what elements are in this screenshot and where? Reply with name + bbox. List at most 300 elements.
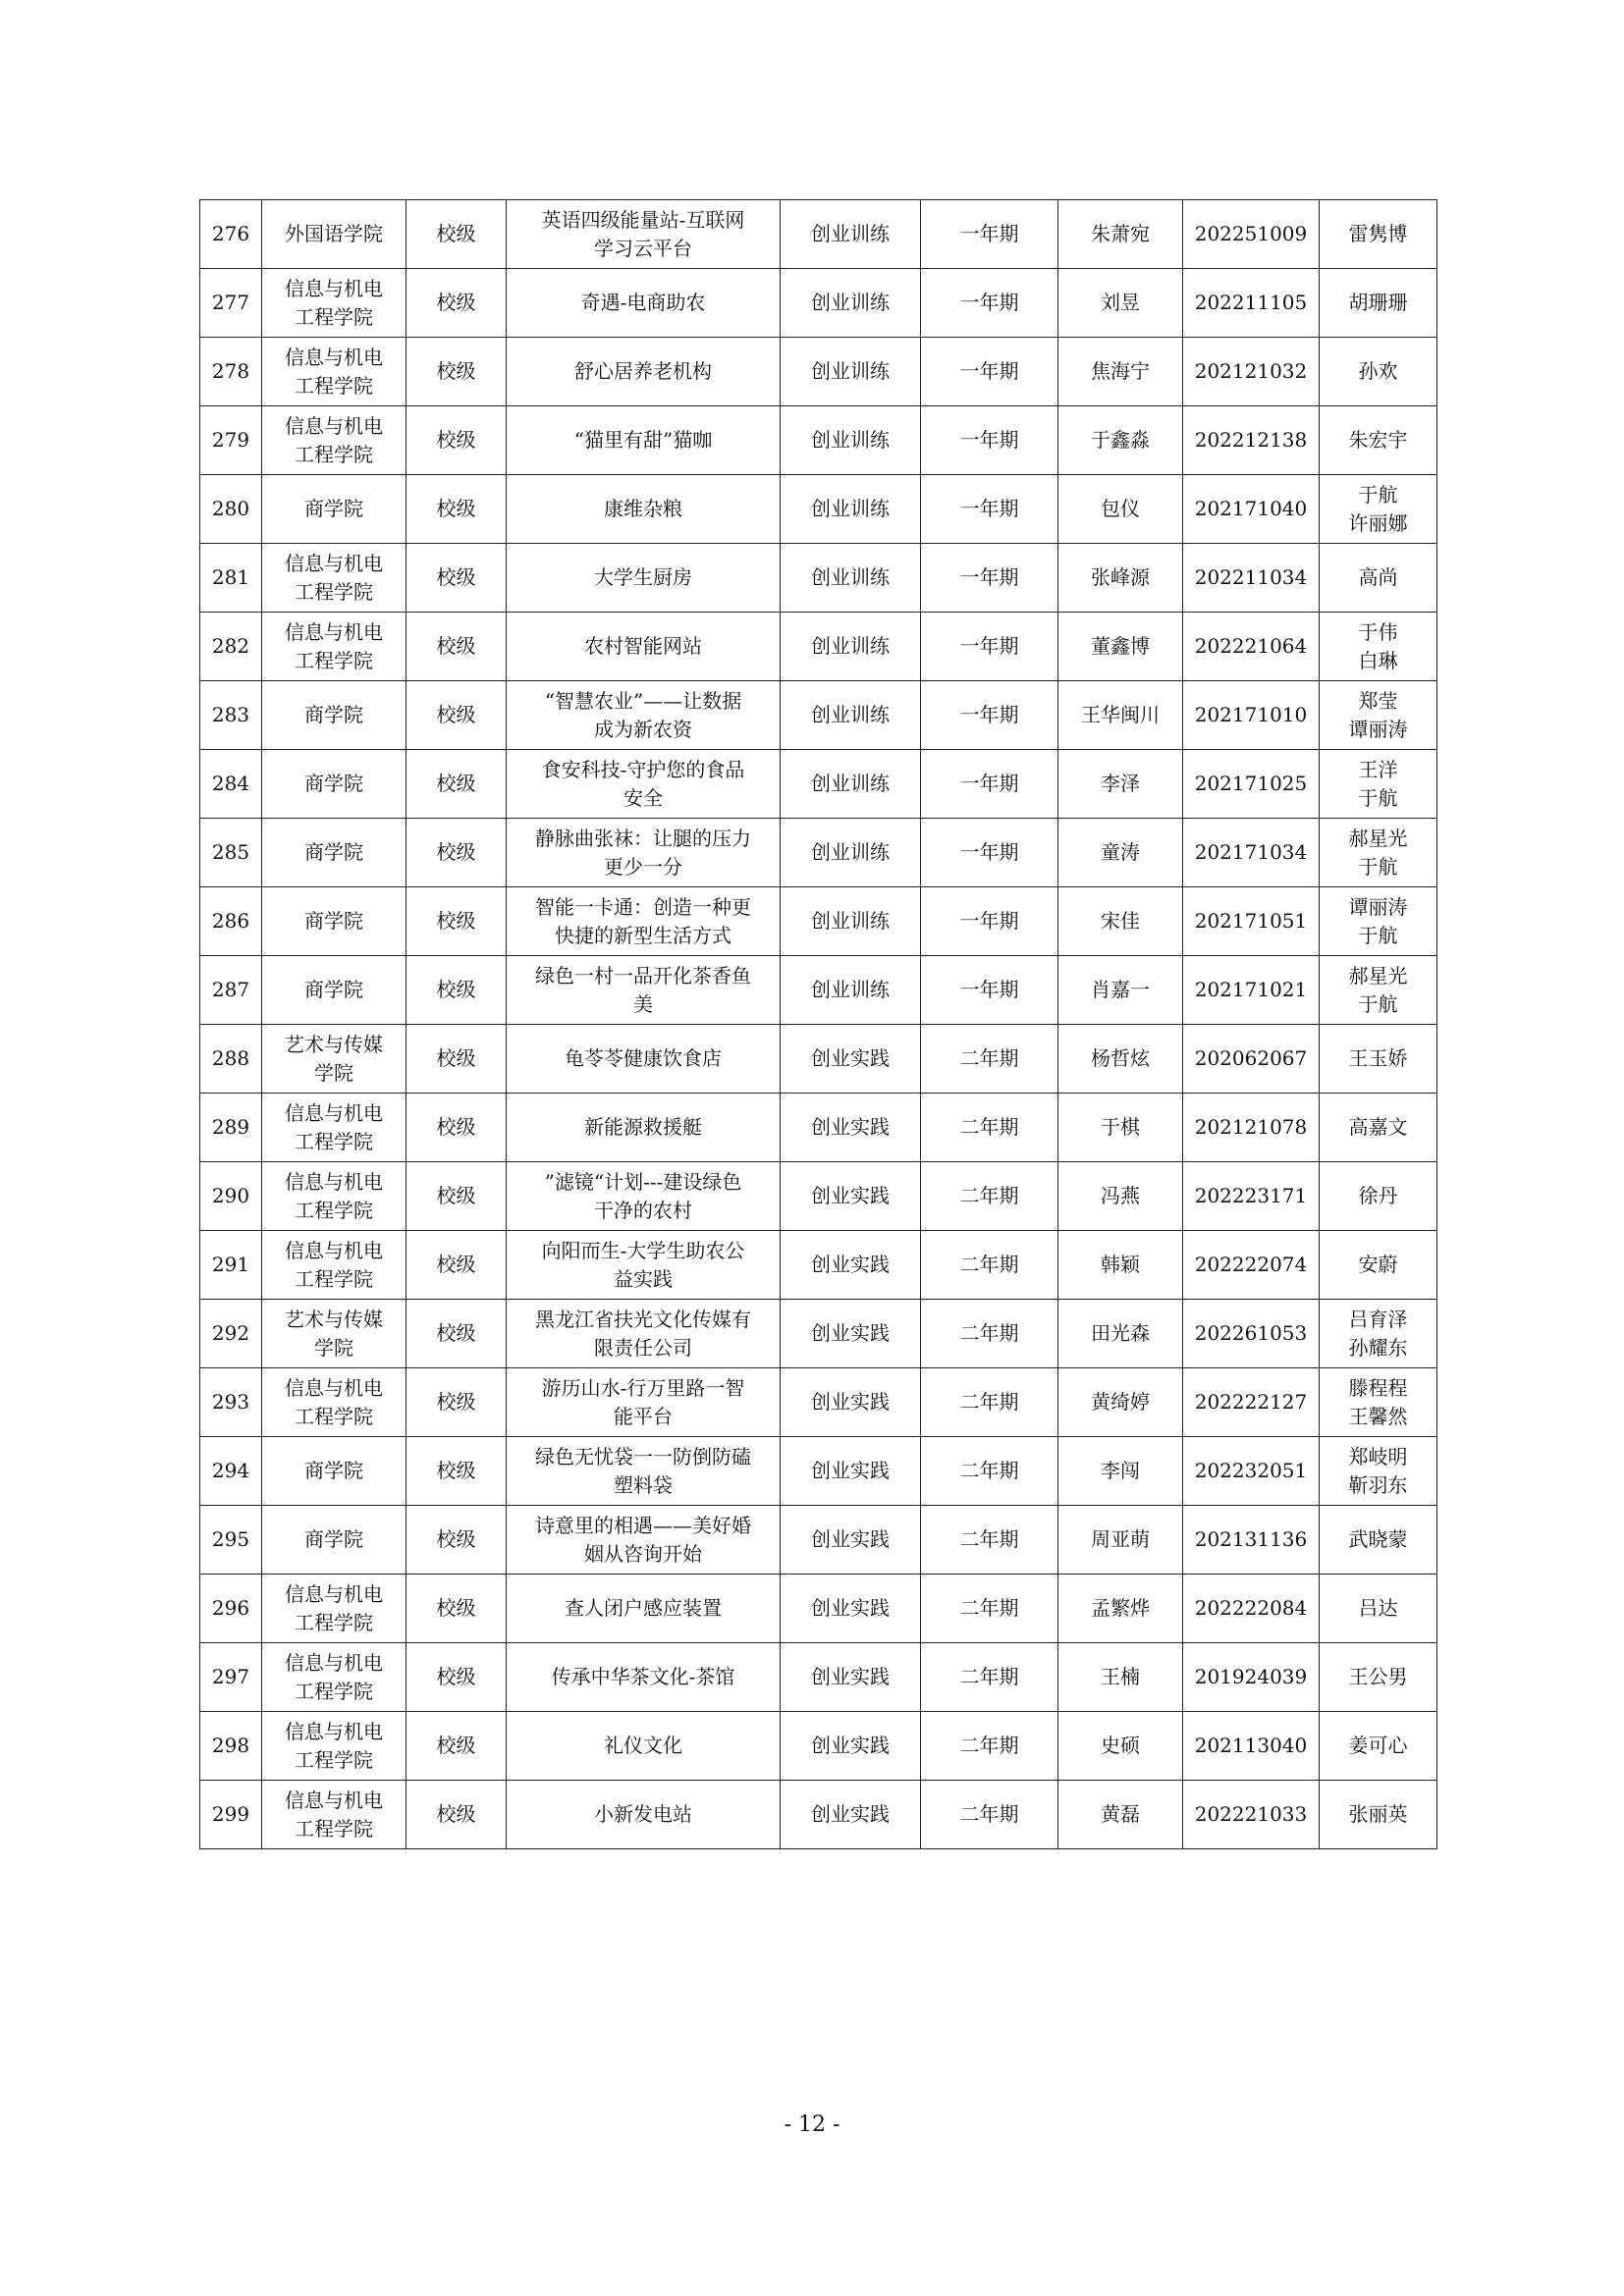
- cell-advisors-line: 于航: [1358, 923, 1398, 947]
- cell-number: 297: [200, 1643, 262, 1712]
- cell-college-line: 学院: [314, 1060, 353, 1085]
- cell-college-line: 工程学院: [295, 648, 373, 672]
- cell-advisors: [1320, 1643, 1437, 1712]
- cell-level: 校级: [406, 1162, 507, 1231]
- cell-advisors: [1320, 544, 1437, 613]
- cell-project-type: 创业训练: [781, 819, 921, 887]
- cell-project-name: [507, 613, 781, 681]
- cell-level: 校级: [406, 1025, 507, 1094]
- cell-project-type: 创业训练: [781, 406, 921, 475]
- cell-student-id: 202171010: [1183, 681, 1320, 750]
- cell-college-line: 工程学院: [295, 1679, 373, 1703]
- cell-period: 一年期: [921, 200, 1058, 269]
- cell-project-type: 创业实践: [781, 1368, 921, 1437]
- cell-advisors-line: 雷隽博: [1348, 222, 1408, 245]
- cell-project-name-line: 大学生厨房: [594, 565, 692, 589]
- cell-project-type: 创业训练: [781, 681, 921, 750]
- cell-leader: 黄绮婷: [1058, 1368, 1183, 1437]
- cell-project-name: [507, 956, 781, 1025]
- cell-college: [262, 1231, 406, 1300]
- cell-advisors-line: 靳羽东: [1348, 1472, 1408, 1497]
- cell-project-name: [507, 819, 781, 887]
- cell-advisors: [1320, 1300, 1437, 1368]
- cell-advisors-line: 武晓蒙: [1348, 1527, 1408, 1551]
- table-row: [200, 200, 1437, 269]
- cell-period: 二年期: [921, 1575, 1058, 1643]
- table-row: [200, 1643, 1437, 1712]
- cell-college-line: 工程学院: [295, 1198, 373, 1222]
- cell-student-id: 202171034: [1183, 819, 1320, 887]
- cell-advisors-line: 高尚: [1358, 565, 1398, 589]
- cell-project-type: 创业实践: [781, 1025, 921, 1094]
- cell-college: [262, 269, 406, 338]
- cell-project-name: [507, 269, 781, 338]
- cell-number: 299: [200, 1781, 262, 1849]
- cell-leader: 刘昱: [1058, 269, 1183, 338]
- cell-college: [262, 613, 406, 681]
- cell-college-line: 工程学院: [295, 1610, 373, 1634]
- table-row: [200, 887, 1437, 956]
- cell-period: 二年期: [921, 1368, 1058, 1437]
- cell-level: 校级: [406, 1094, 507, 1162]
- cell-period: 二年期: [921, 1437, 1058, 1506]
- cell-project-name: [507, 1368, 781, 1437]
- cell-project-name: [507, 1575, 781, 1643]
- cell-project-name: [507, 544, 781, 613]
- cell-college-line: 信息与机电: [285, 551, 383, 575]
- cell-college: [262, 200, 406, 269]
- cell-number: 276: [200, 200, 262, 269]
- cell-project-name-line: 舒心居养老机构: [574, 359, 712, 383]
- cell-project-name-line: 益实践: [614, 1266, 673, 1291]
- cell-number: 291: [200, 1231, 262, 1300]
- cell-project-name-line: 干净的农村: [594, 1198, 692, 1222]
- cell-advisors: [1320, 1437, 1437, 1506]
- table-row: [200, 269, 1437, 338]
- cell-student-id: 202221033: [1183, 1781, 1320, 1849]
- cell-college-line: 工程学院: [295, 1129, 373, 1153]
- cell-period: 二年期: [921, 1781, 1058, 1849]
- table-row: [200, 1575, 1437, 1643]
- cell-project-name-line: 绿色无忧袋一一防倒防磕: [535, 1444, 751, 1468]
- cell-student-id: 202171025: [1183, 750, 1320, 819]
- cell-project-name-line: 能平台: [614, 1404, 673, 1428]
- cell-project-name-line: 更少一分: [604, 854, 682, 879]
- table-row: [200, 750, 1437, 819]
- table-row: [200, 475, 1437, 544]
- cell-leader: 于棋: [1058, 1094, 1183, 1162]
- table-row: [200, 819, 1437, 887]
- cell-advisors-line: 王玉娇: [1348, 1046, 1408, 1070]
- cell-college: [262, 1437, 406, 1506]
- cell-student-id: 202131136: [1183, 1506, 1320, 1575]
- cell-project-name: [507, 406, 781, 475]
- cell-level: 校级: [406, 1575, 507, 1643]
- cell-leader: 史硕: [1058, 1712, 1183, 1781]
- cell-project-name-line: 小新发电站: [594, 1802, 692, 1826]
- cell-project-name-line: 奇遇-电商助农: [580, 291, 706, 314]
- cell-project-name-line: 成为新农资: [594, 717, 692, 741]
- cell-number: 284: [200, 750, 262, 819]
- cell-advisors-line: 许丽娜: [1348, 510, 1408, 535]
- cell-leader: 于鑫淼: [1058, 406, 1183, 475]
- cell-number: 285: [200, 819, 262, 887]
- cell-period: 一年期: [921, 819, 1058, 887]
- cell-college: [262, 1506, 406, 1575]
- cell-project-name: [507, 887, 781, 956]
- cell-leader: 宋佳: [1058, 887, 1183, 956]
- cell-college-line: 商学院: [304, 1459, 363, 1482]
- cell-student-id: 202222127: [1183, 1368, 1320, 1437]
- cell-project-type: 创业实践: [781, 1506, 921, 1575]
- cell-level: 校级: [406, 338, 507, 406]
- cell-college-line: 商学院: [304, 978, 363, 1001]
- cell-period: 一年期: [921, 544, 1058, 613]
- cell-college-line: 信息与机电: [285, 1238, 383, 1262]
- cell-advisors: [1320, 1162, 1437, 1231]
- cell-project-name-line: 智能一卡通：创造一种更: [535, 894, 751, 919]
- cell-period: 二年期: [921, 1506, 1058, 1575]
- cell-student-id: 202062067: [1183, 1025, 1320, 1094]
- cell-project-name-line: 查人闭户感应装置: [565, 1596, 722, 1620]
- cell-college-line: 工程学院: [295, 373, 373, 398]
- cell-student-id: 202171021: [1183, 956, 1320, 1025]
- cell-period: 二年期: [921, 1094, 1058, 1162]
- cell-advisors-line: 王洋: [1358, 757, 1398, 781]
- cell-project-name: [507, 475, 781, 544]
- projects-table: [199, 199, 1437, 1849]
- cell-advisors-line: 姜可心: [1348, 1734, 1408, 1757]
- cell-advisors: [1320, 1231, 1437, 1300]
- cell-advisors-line: 吕育泽: [1348, 1307, 1408, 1331]
- cell-student-id: 202121078: [1183, 1094, 1320, 1162]
- cell-project-type: 创业实践: [781, 1094, 921, 1162]
- cell-advisors-line: 郝星光: [1348, 963, 1408, 988]
- cell-period: 二年期: [921, 1643, 1058, 1712]
- cell-college: [262, 887, 406, 956]
- cell-college-line: 商学院: [304, 497, 363, 520]
- cell-advisors: [1320, 1506, 1437, 1575]
- cell-advisors: [1320, 887, 1437, 956]
- cell-level: 校级: [406, 1506, 507, 1575]
- cell-college-line: 商学院: [304, 909, 363, 933]
- cell-advisors-line: 孙耀东: [1348, 1335, 1408, 1360]
- cell-advisors-line: 胡珊珊: [1348, 291, 1408, 314]
- cell-college-line: 商学院: [304, 1527, 363, 1551]
- cell-level: 校级: [406, 887, 507, 956]
- cell-project-name-line: 美: [633, 991, 653, 1016]
- cell-advisors-line: 徐丹: [1358, 1184, 1398, 1207]
- cell-college: [262, 338, 406, 406]
- cell-advisors-line: 白琳: [1358, 648, 1398, 672]
- table-row: [200, 1506, 1437, 1575]
- cell-student-id: 202121032: [1183, 338, 1320, 406]
- cell-college-line: 商学院: [304, 772, 363, 795]
- cell-advisors: [1320, 269, 1437, 338]
- cell-advisors-line: 谭丽涛: [1348, 894, 1408, 919]
- cell-leader: 孟繁烨: [1058, 1575, 1183, 1643]
- cell-project-name-line: 龟苓苓健康饮食店: [565, 1046, 722, 1070]
- cell-college: [262, 1300, 406, 1368]
- cell-period: 一年期: [921, 475, 1058, 544]
- cell-advisors: [1320, 1712, 1437, 1781]
- cell-project-name: [507, 1781, 781, 1849]
- cell-level: 校级: [406, 1781, 507, 1849]
- cell-project-name-line: 新能源救援艇: [584, 1115, 702, 1139]
- cell-leader: 李泽: [1058, 750, 1183, 819]
- table-row: [200, 1094, 1437, 1162]
- cell-advisors: [1320, 1094, 1437, 1162]
- cell-student-id: 202113040: [1183, 1712, 1320, 1781]
- cell-college-line: 工程学院: [295, 442, 373, 466]
- cell-leader: 冯燕: [1058, 1162, 1183, 1231]
- cell-advisors: [1320, 1368, 1437, 1437]
- cell-advisors-line: 王馨然: [1348, 1404, 1408, 1428]
- table-row: [200, 406, 1437, 475]
- cell-number: 293: [200, 1368, 262, 1437]
- cell-student-id: 202222074: [1183, 1231, 1320, 1300]
- cell-period: 一年期: [921, 887, 1058, 956]
- cell-advisors-line: 谭丽涛: [1348, 717, 1408, 741]
- cell-level: 校级: [406, 1300, 507, 1368]
- cell-period: 一年期: [921, 613, 1058, 681]
- cell-level: 校级: [406, 1643, 507, 1712]
- cell-project-type: 创业实践: [781, 1300, 921, 1368]
- cell-level: 校级: [406, 1231, 507, 1300]
- cell-leader: 肖嘉一: [1058, 956, 1183, 1025]
- cell-college-line: 工程学院: [295, 579, 373, 604]
- cell-number: 277: [200, 269, 262, 338]
- cell-number: 278: [200, 338, 262, 406]
- cell-project-type: 创业训练: [781, 956, 921, 1025]
- cell-period: 一年期: [921, 406, 1058, 475]
- cell-advisors-line: 郑岐明: [1348, 1444, 1408, 1468]
- cell-project-name: [507, 338, 781, 406]
- cell-number: 290: [200, 1162, 262, 1231]
- cell-number: 294: [200, 1437, 262, 1506]
- cell-college-line: 外国语学院: [285, 222, 383, 245]
- cell-project-name: [507, 681, 781, 750]
- cell-student-id: 202261053: [1183, 1300, 1320, 1368]
- cell-project-name-line: 姻从咨询开始: [584, 1541, 702, 1566]
- table-row: [200, 1231, 1437, 1300]
- cell-project-name: [507, 1643, 781, 1712]
- cell-level: 校级: [406, 819, 507, 887]
- cell-project-name-line: 诗意里的相遇——美好婚: [535, 1513, 751, 1537]
- cell-advisors-line: 滕程程: [1348, 1375, 1408, 1400]
- cell-project-name-line: 塑料袋: [614, 1472, 673, 1497]
- cell-college-line: 信息与机电: [285, 1375, 383, 1400]
- cell-college: [262, 1575, 406, 1643]
- cell-project-name: [507, 1094, 781, 1162]
- cell-project-name-line: 黑龙江省扶光文化传媒有: [535, 1307, 751, 1331]
- cell-project-type: 创业训练: [781, 269, 921, 338]
- cell-project-name-line: 绿色一村一品开化茶香鱼: [535, 963, 751, 988]
- cell-college-line: 信息与机电: [285, 413, 383, 438]
- cell-level: 校级: [406, 613, 507, 681]
- cell-project-name-line: “猫里有甜”猫咖: [573, 428, 713, 452]
- cell-project-type: 创业训练: [781, 475, 921, 544]
- cell-advisors: [1320, 956, 1437, 1025]
- cell-leader: 朱萧宛: [1058, 200, 1183, 269]
- table-row: [200, 1712, 1437, 1781]
- cell-advisors-line: 于航: [1358, 991, 1398, 1016]
- cell-college-line: 学院: [314, 1335, 353, 1360]
- cell-project-type: 创业实践: [781, 1231, 921, 1300]
- cell-advisors-line: 孙欢: [1358, 359, 1398, 383]
- cell-leader: 焦海宁: [1058, 338, 1183, 406]
- cell-advisors: [1320, 338, 1437, 406]
- cell-advisors-line: 王公男: [1348, 1665, 1408, 1688]
- cell-college-line: 商学院: [304, 703, 363, 726]
- cell-leader: 韩颖: [1058, 1231, 1183, 1300]
- cell-number: 288: [200, 1025, 262, 1094]
- cell-student-id: 202212138: [1183, 406, 1320, 475]
- cell-level: 校级: [406, 956, 507, 1025]
- cell-project-name: [507, 1300, 781, 1368]
- cell-college-line: 信息与机电: [285, 1169, 383, 1194]
- cell-level: 校级: [406, 406, 507, 475]
- cell-college-line: 信息与机电: [285, 1719, 383, 1743]
- cell-leader: 董鑫博: [1058, 613, 1183, 681]
- cell-level: 校级: [406, 200, 507, 269]
- cell-leader: 李闯: [1058, 1437, 1183, 1506]
- cell-leader: 童涛: [1058, 819, 1183, 887]
- cell-number: 292: [200, 1300, 262, 1368]
- cell-project-name: [507, 1025, 781, 1094]
- cell-period: 一年期: [921, 956, 1058, 1025]
- cell-project-type: 创业训练: [781, 887, 921, 956]
- cell-college: [262, 475, 406, 544]
- cell-number: 286: [200, 887, 262, 956]
- cell-project-name-line: ”滤镜“计划---建设绿色: [544, 1169, 742, 1194]
- cell-number: 282: [200, 613, 262, 681]
- cell-project-name-line: 快捷的新型生活方式: [555, 923, 731, 947]
- cell-project-name: [507, 1712, 781, 1781]
- cell-level: 校级: [406, 1437, 507, 1506]
- cell-project-type: 创业实践: [781, 1781, 921, 1849]
- cell-advisors: [1320, 200, 1437, 269]
- cell-project-type: 创业训练: [781, 613, 921, 681]
- cell-number: 298: [200, 1712, 262, 1781]
- cell-level: 校级: [406, 681, 507, 750]
- cell-level: 校级: [406, 750, 507, 819]
- cell-project-type: 创业训练: [781, 544, 921, 613]
- table-row: [200, 544, 1437, 613]
- cell-level: 校级: [406, 475, 507, 544]
- cell-advisors-line: 于航: [1358, 785, 1398, 810]
- cell-level: 校级: [406, 269, 507, 338]
- table-row: [200, 1025, 1437, 1094]
- cell-project-name: [507, 1506, 781, 1575]
- cell-leader: 王楠: [1058, 1643, 1183, 1712]
- cell-advisors-line: 于航: [1358, 854, 1398, 879]
- cell-college: [262, 1712, 406, 1781]
- cell-project-name-line: “智慧农业”——让数据: [544, 688, 742, 713]
- cell-college: [262, 1781, 406, 1849]
- cell-project-type: 创业实践: [781, 1643, 921, 1712]
- cell-number: 287: [200, 956, 262, 1025]
- cell-college-line: 工程学院: [295, 1266, 373, 1291]
- cell-college: [262, 544, 406, 613]
- cell-college: [262, 1368, 406, 1437]
- cell-project-type: 创业实践: [781, 1162, 921, 1231]
- cell-period: 二年期: [921, 1162, 1058, 1231]
- cell-student-id: 202211105: [1183, 269, 1320, 338]
- cell-advisors: [1320, 406, 1437, 475]
- cell-project-name-line: 安全: [623, 785, 663, 810]
- cell-student-id: 202221064: [1183, 613, 1320, 681]
- cell-student-id: 202223171: [1183, 1162, 1320, 1231]
- cell-project-name-line: 传承中华茶文化-茶馆: [551, 1665, 735, 1688]
- cell-college-line: 工程学院: [295, 304, 373, 329]
- cell-number: 289: [200, 1094, 262, 1162]
- cell-period: 一年期: [921, 269, 1058, 338]
- cell-student-id: 202222084: [1183, 1575, 1320, 1643]
- cell-college-line: 信息与机电: [285, 276, 383, 300]
- cell-number: 296: [200, 1575, 262, 1643]
- cell-number: 281: [200, 544, 262, 613]
- cell-student-id: 202171040: [1183, 475, 1320, 544]
- cell-level: 校级: [406, 1368, 507, 1437]
- cell-number: 280: [200, 475, 262, 544]
- table-row: [200, 681, 1437, 750]
- cell-advisors-line: 吕达: [1358, 1596, 1398, 1620]
- cell-college: [262, 1162, 406, 1231]
- cell-leader: 包仪: [1058, 475, 1183, 544]
- table-row: [200, 1437, 1437, 1506]
- cell-college: [262, 819, 406, 887]
- table-row: [200, 1368, 1437, 1437]
- cell-project-name: [507, 750, 781, 819]
- cell-advisors: [1320, 1781, 1437, 1849]
- cell-period: 二年期: [921, 1025, 1058, 1094]
- cell-advisors-line: 郝星光: [1348, 826, 1408, 850]
- cell-advisors-line: 高嘉文: [1348, 1115, 1408, 1139]
- cell-period: 一年期: [921, 338, 1058, 406]
- cell-advisors: [1320, 819, 1437, 887]
- cell-period: 一年期: [921, 750, 1058, 819]
- cell-project-type: 创业训练: [781, 200, 921, 269]
- cell-advisors: [1320, 681, 1437, 750]
- cell-project-name-line: 康维杂粮: [604, 497, 682, 520]
- cell-student-id: 201924039: [1183, 1643, 1320, 1712]
- cell-student-id: 202171051: [1183, 887, 1320, 956]
- cell-project-name: [507, 1231, 781, 1300]
- cell-advisors: [1320, 750, 1437, 819]
- cell-project-name-line: 游历山水-行万里路一智: [541, 1375, 745, 1400]
- cell-project-type: 创业实践: [781, 1575, 921, 1643]
- cell-leader: 田光森: [1058, 1300, 1183, 1368]
- table-row: [200, 1781, 1437, 1849]
- cell-college: [262, 1643, 406, 1712]
- table-row: [200, 1162, 1437, 1231]
- cell-project-name-line: 农村智能网站: [584, 634, 702, 658]
- cell-student-id: 202232051: [1183, 1437, 1320, 1506]
- cell-project-name: [507, 200, 781, 269]
- cell-advisors: [1320, 613, 1437, 681]
- cell-number: 279: [200, 406, 262, 475]
- cell-project-name-line: 限责任公司: [594, 1335, 692, 1360]
- table-row: [200, 338, 1437, 406]
- cell-college-line: 商学院: [304, 840, 363, 864]
- cell-number: 295: [200, 1506, 262, 1575]
- cell-advisors-line: 于航: [1358, 482, 1398, 507]
- table-body: [200, 200, 1437, 1849]
- cell-college-line: 工程学院: [295, 1816, 373, 1841]
- cell-college-line: 艺术与传媒: [285, 1307, 383, 1331]
- cell-college: [262, 750, 406, 819]
